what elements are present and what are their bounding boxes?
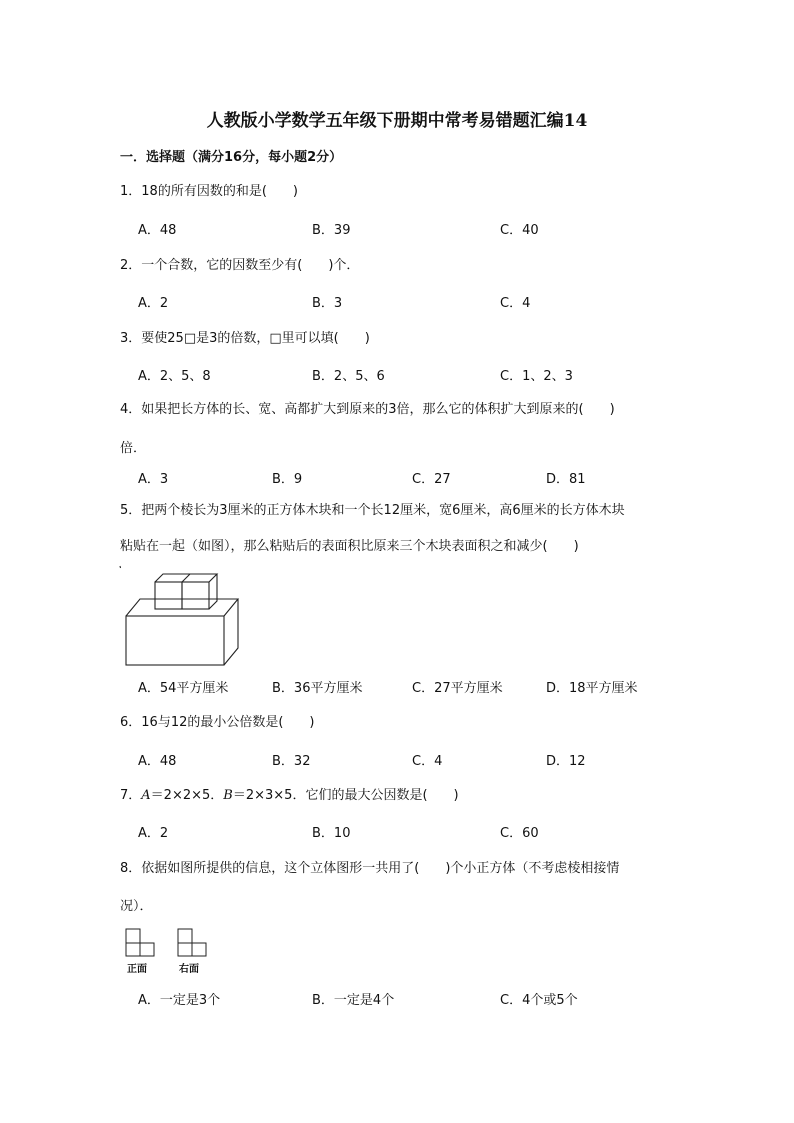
question-6-option-a[interactable]: A．48 — [138, 754, 177, 769]
question-5-option-a[interactable]: A．54平方厘米 — [138, 681, 229, 696]
blocks-figure — [118, 562, 248, 670]
variable-a: A — [141, 788, 151, 803]
cuboid-front-face — [126, 616, 224, 665]
question-5-stem-line2: 粘贴在一起（如图），那么粘贴后的表面积比原来三个木块表面积之和减少( ) — [120, 539, 579, 554]
question-6-stem: 6．16与12的最小公倍数是( ) — [120, 715, 315, 730]
question-4-option-b[interactable]: B．9 — [272, 472, 303, 487]
question-1-option-b[interactable]: B．39 — [312, 223, 351, 238]
question-1-option-c[interactable]: C．40 — [500, 223, 539, 238]
question-1-stem: 1．18的所有因数的和是( ) — [120, 184, 298, 199]
question-7-option-a[interactable]: A．2 — [138, 826, 169, 841]
question-5-option-c[interactable]: C．27平方厘米 — [412, 681, 503, 696]
question-4-option-d[interactable]: D．81 — [546, 472, 586, 487]
cube-right-front — [182, 582, 209, 609]
views-figure — [124, 926, 214, 960]
question-7-prefix: 7． — [120, 788, 142, 803]
expression-b: ＝2×3×5．它们的最大公因数是( ) — [232, 788, 459, 803]
question-8-stem-line2: 况）． — [120, 899, 153, 914]
question-6-option-d[interactable]: D．12 — [546, 754, 586, 769]
right-view — [178, 929, 206, 956]
question-8-stem-line1: 8．依据如图所提供的信息，这个立体图形一共用了( )个小正方体（不考虑棱相接情 — [120, 861, 620, 876]
cube-left-front — [155, 582, 182, 609]
question-8-option-c[interactable]: C．4个或5个 — [500, 993, 578, 1008]
question-4-option-c[interactable]: C．27 — [412, 472, 451, 487]
question-7-option-b[interactable]: B．10 — [312, 826, 351, 841]
question-4-option-a[interactable]: A．3 — [138, 472, 169, 487]
cubes-right-face — [209, 574, 217, 609]
question-2-option-c[interactable]: C．4 — [500, 296, 531, 311]
question-5-option-d[interactable]: D．18平方厘米 — [546, 681, 638, 696]
front-view — [126, 929, 154, 956]
question-2-option-b[interactable]: B．3 — [312, 296, 343, 311]
cubes-top-divider — [182, 574, 190, 582]
question-7-option-c[interactable]: C．60 — [500, 826, 539, 841]
question-6-option-b[interactable]: B．32 — [272, 754, 311, 769]
question-2-option-a[interactable]: A．2 — [138, 296, 169, 311]
front-view-label: 正面 — [127, 964, 147, 975]
question-3-option-c[interactable]: C．1、2、3 — [500, 369, 573, 384]
question-7-stem — [120, 784, 459, 803]
cuboid-right-face — [224, 599, 238, 665]
figure-mark — [120, 566, 121, 568]
question-3-option-a[interactable]: A．2、5、8 — [138, 369, 211, 384]
question-8-option-b[interactable]: B．一定是4个 — [312, 993, 395, 1008]
right-view-label: 右面 — [179, 964, 199, 975]
question-8-option-a[interactable]: A．一定是3个 — [138, 993, 221, 1008]
expression-a: ＝2×2×5． — [150, 788, 224, 803]
variable-b: B — [223, 788, 233, 803]
question-1-option-a[interactable]: A．48 — [138, 223, 177, 238]
question-5-stem-line1: 5．把两个棱长为3厘米的正方体木块和一个长12厘米，宽6厘米，高6厘米的长方体木块 — [120, 503, 625, 518]
question-2-stem: 2．一个合数，它的因数至少有( )个． — [120, 258, 360, 273]
question-5-option-b[interactable]: B．36平方厘米 — [272, 681, 363, 696]
page-title: 人教版小学数学五年级下册期中常考易错题汇编14 — [206, 111, 588, 131]
question-6-option-c[interactable]: C．4 — [412, 754, 443, 769]
question-3-option-b[interactable]: B．2、5、6 — [312, 369, 385, 384]
question-4-stem-line1: 4．如果把长方体的长、宽、高都扩大到原来的3倍，那么它的体积扩大到原来的( ) — [120, 402, 615, 417]
section-heading: 一．选择题（满分16分，每小题2分） — [120, 150, 343, 165]
question-3-stem: 3．要使25□是3的倍数，□里可以填( ) — [120, 331, 370, 346]
question-4-stem-line2: 倍． — [120, 441, 147, 456]
